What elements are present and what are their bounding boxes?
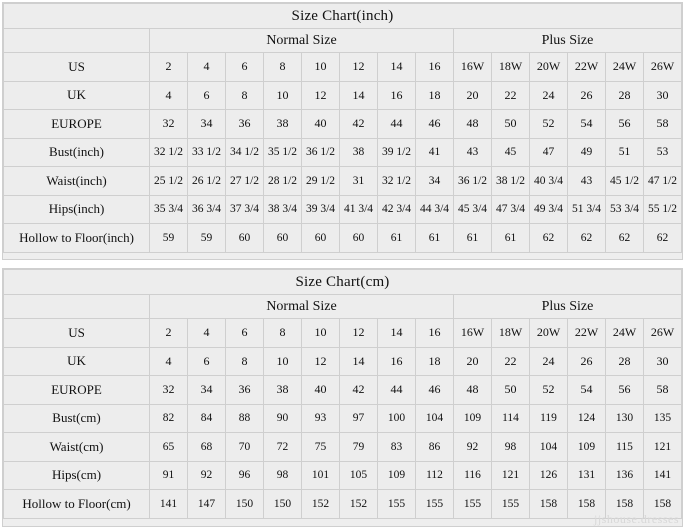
cell: 24W [606,53,644,82]
cell: 50 [492,376,530,405]
cell: 152 [340,490,378,519]
cell: 36 [226,110,264,139]
cell: 36 1/2 [302,138,340,167]
watermark: jjshouse.dresses [594,512,679,526]
cell: 26 [568,81,606,110]
cell: 158 [530,490,568,519]
cell: 50 [492,110,530,139]
cell: 28 [606,347,644,376]
cell: 40 3/4 [530,167,568,196]
cell: 61 [492,224,530,253]
cell: 100 [378,404,416,433]
cell: 58 [644,376,682,405]
cell: 2 [150,53,188,82]
cell: 32 [150,110,188,139]
cell: 59 [150,224,188,253]
row-label-uk-cm: UK [4,347,150,376]
cell: 51 [606,138,644,167]
cell: 20W [530,53,568,82]
cell: 61 [416,224,454,253]
cell: 92 [188,461,226,490]
cell: 6 [188,347,226,376]
cell: 12 [302,81,340,110]
cell: 10 [302,319,340,348]
cell: 14 [378,319,416,348]
table-row [4,110,682,139]
cell: 48 [454,110,492,139]
cell: 104 [416,404,454,433]
cell: 34 1/2 [226,138,264,167]
cell: 83 [378,433,416,462]
table-row [4,404,682,433]
cell: 6 [226,319,264,348]
cell: 37 3/4 [226,195,264,224]
chart-title-cm: Size Chart(cm) [4,270,682,295]
cell: 62 [530,224,568,253]
cell: 97 [340,404,378,433]
cell: 115 [606,433,644,462]
table-row [4,53,682,82]
cell: 158 [568,490,606,519]
cell: 54 [568,376,606,405]
cell: 79 [340,433,378,462]
row-label-uk-inch: UK [4,81,150,110]
cell: 52 [530,376,568,405]
group-normal-size-cm: Normal Size [150,295,454,319]
cell: 135 [644,404,682,433]
row-label-europe-inch: EUROPE [4,110,150,139]
cell: 18 [416,81,454,110]
cell: 6 [226,53,264,82]
row-label-hollow-to-floor-cm: Hollow to Floor(cm) [4,490,150,519]
cell: 119 [530,404,568,433]
size-table-cm [3,269,682,519]
size-table-inch [3,3,682,253]
cell: 70 [226,433,264,462]
cell: 16W [454,319,492,348]
cell: 20 [454,347,492,376]
cell: 36 1/2 [454,167,492,196]
cell: 88 [226,404,264,433]
cell: 43 [568,167,606,196]
cell: 155 [378,490,416,519]
cell: 35 3/4 [150,195,188,224]
cell: 12 [302,347,340,376]
row-label-bust-cm: Bust(cm) [4,404,150,433]
cell: 42 3/4 [378,195,416,224]
cell: 62 [568,224,606,253]
row-label-waist-inch: Waist(inch) [4,167,150,196]
group-plus-size-inch: Plus Size [454,29,682,53]
cell: 4 [150,347,188,376]
cell: 35 1/2 [264,138,302,167]
cell: 98 [492,433,530,462]
cell: 61 [378,224,416,253]
table-row [4,376,682,405]
group-plus-size-cm: Plus Size [454,295,682,319]
cell: 158 [606,490,644,519]
cell: 43 [454,138,492,167]
cell: 34 [188,110,226,139]
row-label-hips-inch: Hips(inch) [4,195,150,224]
cell: 112 [416,461,454,490]
cell: 6 [188,81,226,110]
cell: 24 [530,347,568,376]
cell: 26W [644,53,682,82]
size-chart-inch [2,2,683,260]
cell: 36 [226,376,264,405]
cell: 60 [302,224,340,253]
cell: 91 [150,461,188,490]
cell: 55 1/2 [644,195,682,224]
cell: 82 [150,404,188,433]
cell: 22 [492,81,530,110]
cell: 14 [340,81,378,110]
cell: 101 [302,461,340,490]
cell: 147 [188,490,226,519]
cell: 44 3/4 [416,195,454,224]
cell: 104 [530,433,568,462]
cell: 75 [302,433,340,462]
cell: 65 [150,433,188,462]
cell: 136 [606,461,644,490]
cell: 48 [454,376,492,405]
table-row [4,461,682,490]
cell: 36 3/4 [188,195,226,224]
cell: 38 [264,376,302,405]
cell: 34 [416,167,454,196]
cell: 155 [454,490,492,519]
cell: 62 [644,224,682,253]
cell: 152 [302,490,340,519]
cell: 29 1/2 [302,167,340,196]
cell: 16 [416,53,454,82]
table-row-groups [4,29,682,53]
table-row [4,319,682,348]
cell: 12 [340,53,378,82]
table-row [4,490,682,519]
cell: 38 1/2 [492,167,530,196]
table-row [4,195,682,224]
row-label-waist-cm: Waist(cm) [4,433,150,462]
table-row [4,81,682,110]
cell: 24W [606,319,644,348]
cell: 18W [492,53,530,82]
group-normal-size-inch: Normal Size [150,29,454,53]
cell: 39 3/4 [302,195,340,224]
cell: 4 [150,81,188,110]
cell: 12 [340,319,378,348]
cell: 32 [150,376,188,405]
cell: 109 [378,461,416,490]
cell: 41 3/4 [340,195,378,224]
cell: 60 [264,224,302,253]
cell: 4 [188,319,226,348]
cell: 28 1/2 [264,167,302,196]
table-row [4,347,682,376]
cell: 18W [492,319,530,348]
cell: 47 1/2 [644,167,682,196]
cell: 16 [416,319,454,348]
cell: 26 [568,347,606,376]
table-row-title [4,270,682,295]
cell: 90 [264,404,302,433]
group-corner-cm [4,295,150,319]
cell: 45 1/2 [606,167,644,196]
cell: 45 [492,138,530,167]
table-row [4,138,682,167]
cell: 44 [378,110,416,139]
cell: 28 [606,81,644,110]
size-chart-cm [2,268,683,527]
cell: 68 [188,433,226,462]
cell: 61 [454,224,492,253]
cell: 72 [264,433,302,462]
cell: 42 [340,376,378,405]
table-row-title [4,4,682,29]
cell: 121 [644,433,682,462]
table-row [4,433,682,462]
cell: 42 [340,110,378,139]
cell: 116 [454,461,492,490]
cell: 16 [378,347,416,376]
table-row [4,224,682,253]
cell: 31 [340,167,378,196]
cell: 86 [416,433,454,462]
cell: 30 [644,347,682,376]
cell: 2 [150,319,188,348]
cell: 39 1/2 [378,138,416,167]
cell: 124 [568,404,606,433]
cell: 22W [568,319,606,348]
cell: 53 [644,138,682,167]
cell: 8 [264,319,302,348]
cell: 14 [378,53,416,82]
row-label-us-cm: US [4,319,150,348]
cell: 121 [492,461,530,490]
cell: 44 [378,376,416,405]
cell: 26W [644,319,682,348]
cell: 16W [454,53,492,82]
cell: 126 [530,461,568,490]
cell: 60 [340,224,378,253]
cell: 22W [568,53,606,82]
cell: 22 [492,347,530,376]
cell: 20W [530,319,568,348]
cell: 141 [644,461,682,490]
cell: 150 [264,490,302,519]
cell: 8 [226,347,264,376]
chart-title-inch: Size Chart(inch) [4,4,682,29]
cell: 20 [454,81,492,110]
cell: 84 [188,404,226,433]
cell: 40 [302,376,340,405]
row-label-europe-cm: EUROPE [4,376,150,405]
cell: 38 3/4 [264,195,302,224]
cell: 105 [340,461,378,490]
cell: 40 [302,110,340,139]
cell: 25 1/2 [150,167,188,196]
row-label-hollow-to-floor-inch: Hollow to Floor(inch) [4,224,150,253]
cell: 150 [226,490,264,519]
cell: 93 [302,404,340,433]
cell: 52 [530,110,568,139]
table-row [4,167,682,196]
table-row-groups [4,295,682,319]
cell: 98 [264,461,302,490]
cell: 38 [340,138,378,167]
row-label-bust-inch: Bust(inch) [4,138,150,167]
cell: 130 [606,404,644,433]
cell: 47 [530,138,568,167]
row-label-us-inch: US [4,53,150,82]
group-corner-inch [4,29,150,53]
cell: 4 [188,53,226,82]
cell: 10 [264,347,302,376]
cell: 58 [644,110,682,139]
cell: 32 1/2 [150,138,188,167]
cell: 92 [454,433,492,462]
cell: 32 1/2 [378,167,416,196]
cell: 54 [568,110,606,139]
cell: 109 [568,433,606,462]
cell: 131 [568,461,606,490]
cell: 56 [606,110,644,139]
cell: 49 [568,138,606,167]
cell: 27 1/2 [226,167,264,196]
cell: 59 [188,224,226,253]
cell: 30 [644,81,682,110]
cell: 60 [226,224,264,253]
cell: 8 [264,53,302,82]
cell: 18 [416,347,454,376]
cell: 49 3/4 [530,195,568,224]
cell: 47 3/4 [492,195,530,224]
cell: 141 [150,490,188,519]
cell: 62 [606,224,644,253]
cell: 38 [264,110,302,139]
cell: 34 [188,376,226,405]
cell: 114 [492,404,530,433]
cell: 41 [416,138,454,167]
cell: 96 [226,461,264,490]
cell: 46 [416,376,454,405]
cell: 109 [454,404,492,433]
cell: 155 [492,490,530,519]
cell: 10 [264,81,302,110]
cell: 33 1/2 [188,138,226,167]
cell: 8 [226,81,264,110]
cell: 24 [530,81,568,110]
cell: 45 3/4 [454,195,492,224]
cell: 56 [606,376,644,405]
cell: 16 [378,81,416,110]
row-label-hips-cm: Hips(cm) [4,461,150,490]
cell: 46 [416,110,454,139]
cell: 14 [340,347,378,376]
cell: 158 [644,490,682,519]
cell: 26 1/2 [188,167,226,196]
cell: 155 [416,490,454,519]
cell: 51 3/4 [568,195,606,224]
cell: 10 [302,53,340,82]
cell: 53 3/4 [606,195,644,224]
